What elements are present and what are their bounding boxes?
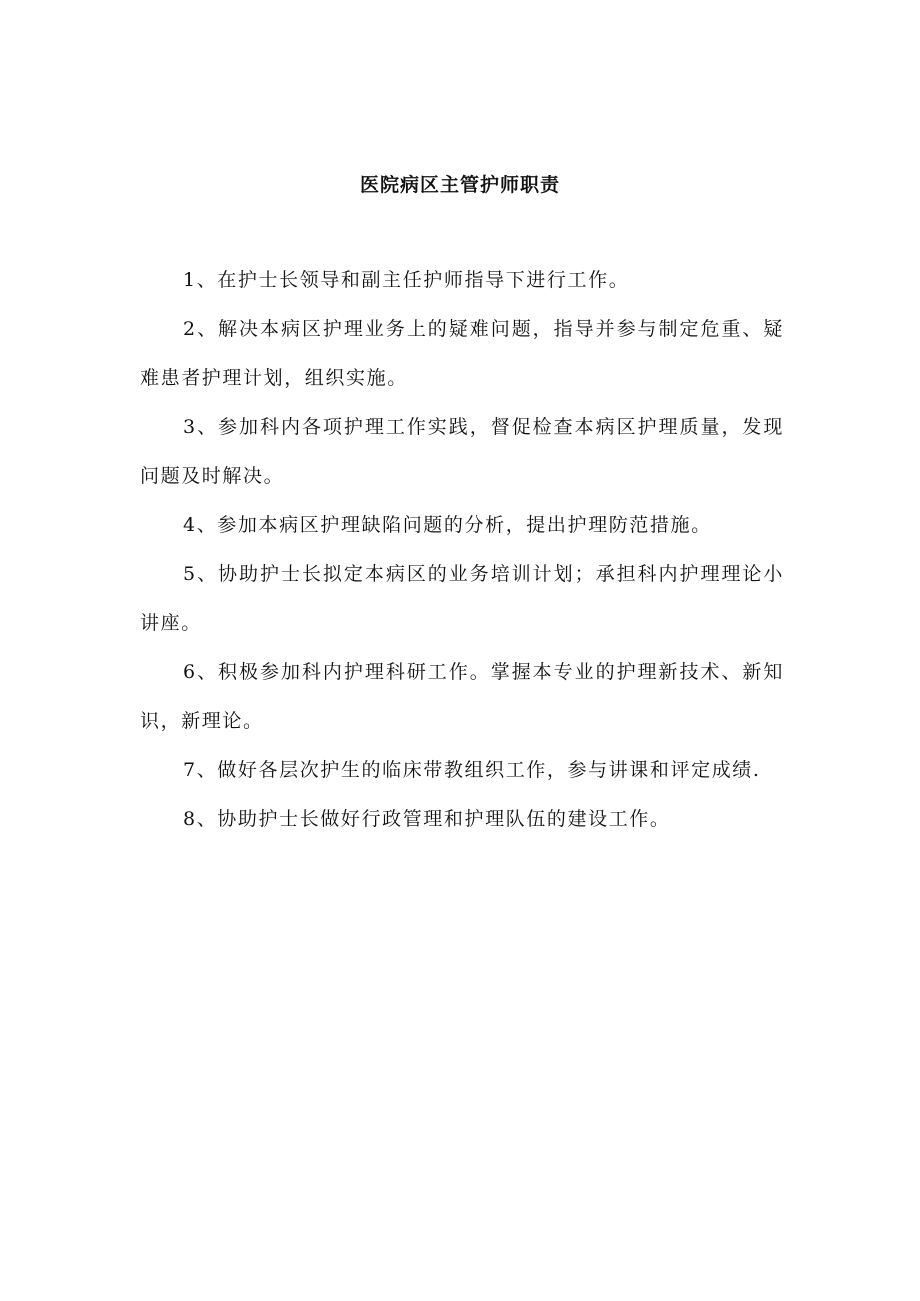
duty-item-1: 1、在护士长领导和副主任护师指导下进行工作。: [183, 269, 630, 291]
duty-item-6: 6、积极参加科内护理科研工作。掌握本专业的护理新技术、新知识，新理论。: [140, 661, 784, 732]
duty-item-7: 7、做好各层次护生的临床带教组织工作，参与讲课和评定成绩.: [183, 759, 761, 781]
duty-item-4: 4、参加本病区护理缺陷问题的分析，提出护理防范措施。: [183, 514, 712, 536]
document-title: 医院病区主管护师职责: [359, 174, 560, 196]
duty-item-5: 5、协助护士长拟定本病区的业务培训计划；承担科内护理理论小讲座。: [140, 563, 784, 634]
duty-item-8: 8、协助护士长做好行政管理和护理队伍的建设工作。: [183, 808, 671, 830]
duty-item-2: 2、解决本病区护理业务上的疑难问题，指导并参与制定危重、疑难患者护理计划，组织实施。: [140, 318, 784, 389]
duty-item-3: 3、参加科内各项护理工作实践，督促检查本病区护理质量，发现问题及时解决。: [140, 416, 784, 487]
document-body: [140, 256, 784, 844]
